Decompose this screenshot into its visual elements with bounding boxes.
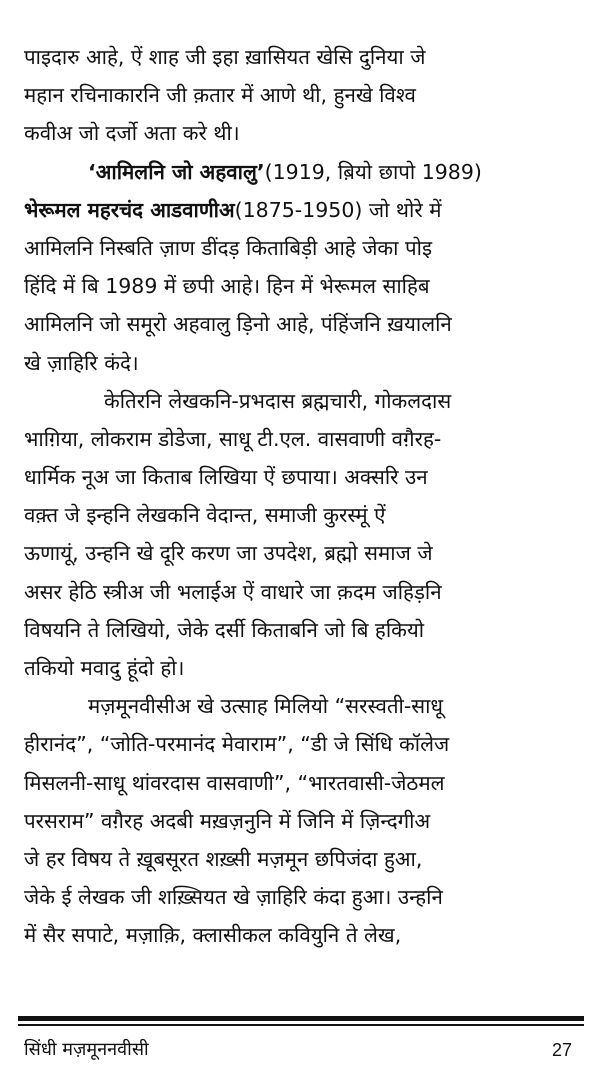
text-line: में सैर सपाटे, मज़ाक़ि, क्लासीकल कवियुनि ते लेख, (24, 923, 402, 948)
text-line: परसराम” वग़ैरह अदबी मख़ज़नुनि में जिनि में ज़िन्दगीअ (24, 808, 431, 833)
text-line: मिसलनी-साधू थांवरदास वासवाणी”, “भारतवासी-जेठमल (24, 770, 445, 795)
text-line: कवीअ जो दर्जो अता करे थी। (24, 121, 240, 146)
text-line: तकियो मवादु हूंदो हो। (24, 656, 185, 680)
text-line: धार्मिक नूअ जा किताब लिखिया ऐं छपाया। अक्सरि उन (24, 465, 428, 490)
text-line: वक़्त जे इन्हनि लेखकनि वेदान्त, समाजी कुरस्मूं ऐं (24, 503, 386, 528)
footer-rule-thin (18, 1024, 584, 1026)
text-line: महान रचिनाकारनि जी क़तार में आणे थी, हुनखे विश्व (24, 83, 416, 108)
page-number: 27 (551, 1040, 572, 1060)
text-line: जेके ई लेखक जी शख़्सियत खे ज़ाहिरि कंदा हुआ। उन्हनि (24, 885, 443, 910)
running-footer-title: सिंधी मज़मूननवीसी (24, 1039, 149, 1060)
text-line: पाइदारु आहे, ऐं शाह जी इहा ख़ासियत खेसि दुनिया जे (24, 45, 426, 69)
text-line: असर हेठि स्त्रीअ जी भलाईअ ऐं वाधारे जा क़दम जहिड़नि (24, 579, 442, 604)
text-line: हिंदि में बि 1989 में छपी आहे। हिन में भेरूमल साहिब (24, 274, 430, 299)
text-line: आमिलनि जो समूरो अहवालु ड़िनो आहे, पंहिंजनि ख़यालनि (24, 312, 452, 337)
text-line: हीरानंद”, “जोति-परमानंद मेवाराम”, “डी जे सिंधि कॉलेज (24, 732, 450, 757)
text-line: ऊणायूं, उन्हनि खे दूरि करण जा उपदेश, ब्रह्मो समाज जे (24, 541, 433, 566)
text-line: जे हर विषय ते ख़ूबसूरत शख़्सी मज़मून छपिजंदा हुआ, (24, 846, 423, 871)
footer-rule-thick (18, 1016, 584, 1021)
text-line: केतिरनि लेखकनि-प्रभदास ब्रह्मचारी, गोकलदास (104, 388, 452, 413)
text-line: मज़मूनवीसीअ खे उत्साह मिलियो “सरस्वती-साधू (88, 694, 444, 719)
text-line: ‘आमिलनि जो अहवालु’ (1919, ब़ियो छापो 1989) (88, 159, 482, 184)
text-line: भाग़िया, लोकराम डोडेजा, साधू टी.एल. वासवाणी वग़ैरह- (24, 426, 442, 451)
text-line: विषयनि ते लिखियो, जेके दर्सी किताबनि जो बि हकियो (24, 617, 425, 642)
text-line: खे ज़ाहिरि कंदे। (24, 350, 139, 375)
body-text (24, 38, 580, 955)
text-line: भेरूमल महरचंद आडवाणीअ (1875-1950) जो थोरे में (24, 197, 442, 222)
text-line: आमिलनि निस्बति ज़ाण डींदड़ किताबिड़ी आहे जेका पोइ (24, 235, 433, 260)
